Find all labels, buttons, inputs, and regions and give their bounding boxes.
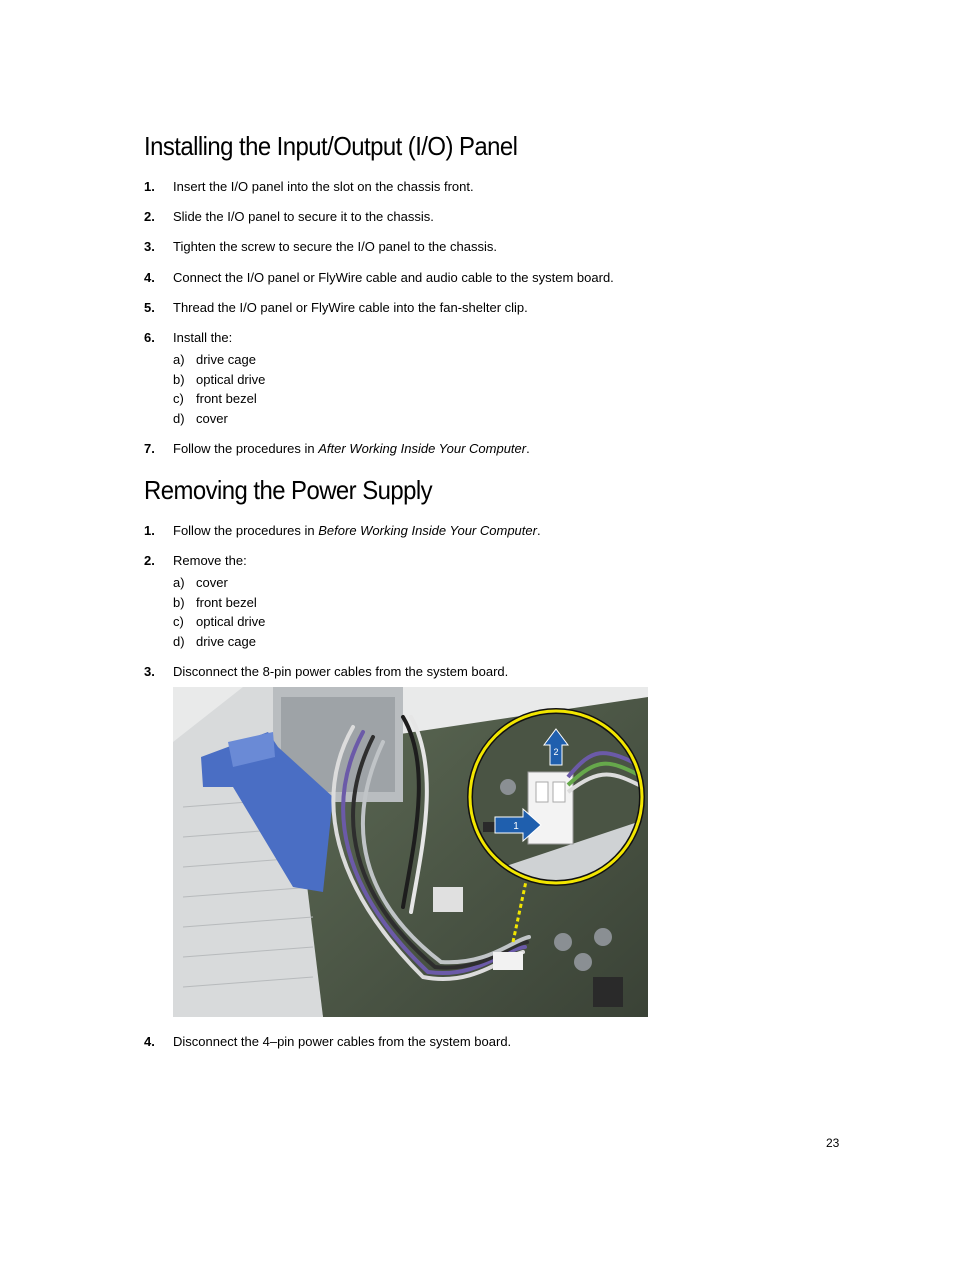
substep-text: cover	[196, 575, 228, 590]
connector	[528, 772, 573, 844]
step-text-after: .	[536, 523, 541, 538]
step-text-before: Follow the procedures in	[173, 441, 319, 456]
section-title-power-supply: Removing the Power Supply	[144, 475, 433, 505]
substep-text: front bezel	[196, 391, 257, 406]
step-text: Insert the I/O panel into the slot on the chassis front.	[173, 179, 474, 194]
illustration-svg	[173, 687, 648, 1017]
step-number: 4.	[144, 270, 155, 285]
substep-text: front bezel	[196, 595, 257, 610]
step-text-before: Follow the procedures in	[173, 523, 319, 538]
section-title-io-panel: Installing the Input/Output (I/O) Panel	[144, 131, 518, 161]
substep-text: cover	[196, 411, 228, 426]
callout-label-2: 2	[553, 747, 559, 757]
step-text: Disconnect the 8-pin power cables from the system board.	[173, 664, 509, 679]
step-number: 2.	[144, 553, 155, 568]
step-text: Remove the:	[173, 553, 247, 568]
step-number: 4.	[144, 1034, 155, 1049]
substep-text: optical drive	[196, 372, 266, 387]
step-number: 3.	[144, 664, 155, 679]
substep-letter: d)	[173, 411, 185, 426]
substep-letter: c)	[173, 391, 184, 406]
step-text: Tighten the screw to secure the I/O panel to the chassis.	[173, 239, 497, 254]
step-number: 1.	[144, 523, 155, 538]
callout-label-1: 1	[513, 821, 519, 832]
step-number: 2.	[144, 209, 155, 224]
step-text: Connect the I/O panel or FlyWire cable and audio cable to the system board.	[173, 270, 614, 285]
step-text: Slide the I/O panel to secure it to the chassis.	[173, 209, 434, 224]
step-text: Disconnect the 4–pin power cables from the system board.	[173, 1034, 512, 1049]
power-cable-illustration	[173, 687, 648, 1017]
step-text	[173, 523, 541, 539]
substep-letter: b)	[173, 595, 185, 610]
cross-reference-link[interactable]: Before Working Inside Your Computer	[318, 523, 537, 538]
step-text-after: .	[526, 441, 530, 456]
substep-letter: a)	[173, 352, 185, 367]
step-number: 1.	[144, 179, 155, 194]
substep-text: drive cage	[196, 634, 256, 649]
substep-letter: a)	[173, 575, 185, 590]
page-number: 23	[826, 1136, 840, 1150]
substep-letter: b)	[173, 372, 185, 387]
step-number: 7.	[144, 441, 155, 456]
substep-text: optical drive	[196, 614, 266, 629]
step-text: Thread the I/O panel or FlyWire cable into the fan-shelter clip.	[173, 300, 528, 315]
step-number: 5.	[144, 300, 155, 315]
substep-letter: c)	[173, 614, 184, 629]
substep-letter: d)	[173, 634, 185, 649]
step-number: 6.	[144, 330, 155, 345]
step-text	[173, 441, 530, 457]
step-number: 3.	[144, 239, 155, 254]
step-text: Install the:	[173, 330, 233, 345]
cross-reference-link[interactable]: After Working Inside Your Computer	[318, 441, 527, 456]
substep-text: drive cage	[196, 352, 256, 367]
